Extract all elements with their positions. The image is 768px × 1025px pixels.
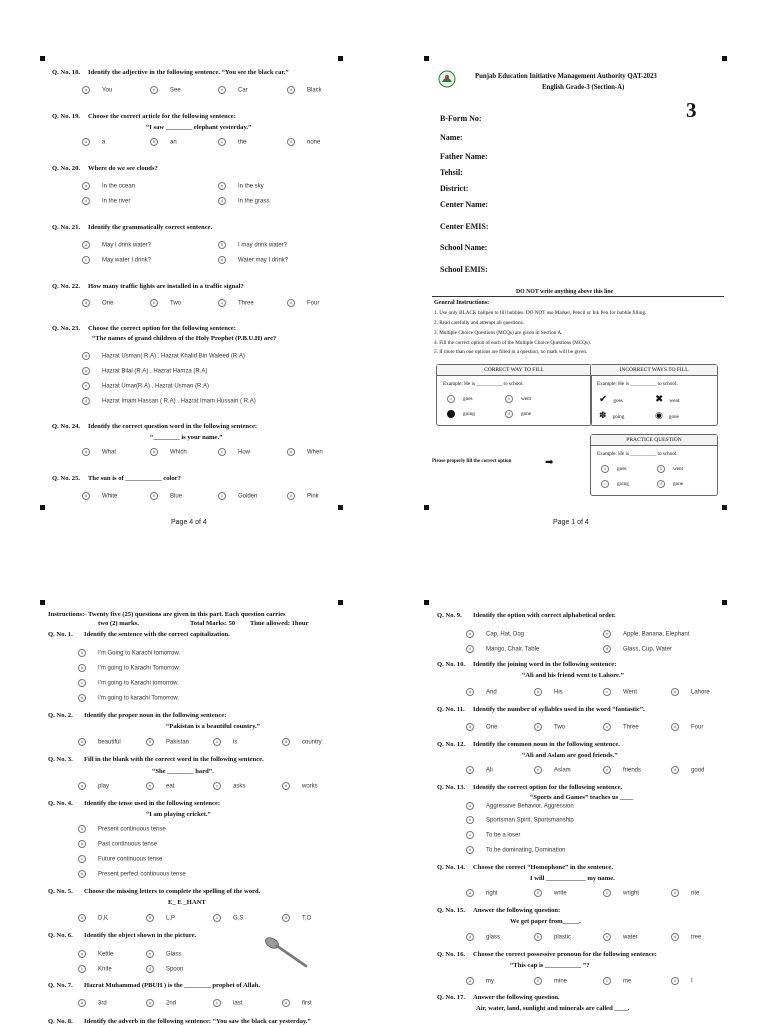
checkmark-icon: ✔ [599, 394, 608, 405]
instructions-line-1: Instructions:- Twenty five (25) questions are given in this part. Each question carries [48, 611, 286, 618]
option-going: going [447, 410, 475, 418]
father-name-label: Father Name: [440, 152, 488, 161]
option-going: ✽ going [599, 410, 625, 420]
option-b[interactable]: b an [150, 138, 177, 146]
option-went: b went [505, 395, 531, 403]
question-heading: Q. No. 16. Choose the correct possessive pronoun for the following sentence: [437, 951, 657, 958]
option-b[interactable]: b 2nd [146, 999, 176, 1007]
question-sentence: “This cap is ___________ ”? [510, 962, 590, 969]
option-c[interactable]: c water [603, 933, 638, 941]
question-heading: Q. No. 23. Choose the correct option for the following sentence: [52, 325, 236, 332]
option-a[interactable]: a You [82, 86, 112, 94]
option-a[interactable]: a glass [466, 933, 500, 941]
instructions-line-2: two (2) marks. [98, 620, 139, 627]
option-a[interactable]: a D,K [78, 914, 108, 922]
question-heading: Q. No. 8. Identify the adverb in the following sentence: “You saw the black car yesterday.” [48, 1018, 311, 1025]
option-b[interactable]: b Aslam [534, 766, 571, 774]
option-c[interactable]: c asks [213, 782, 245, 790]
corner-mark [722, 600, 727, 605]
option-b[interactable]: b In the sky [218, 182, 264, 190]
question-sentence: “Ali and Aslam are good friends.” [522, 752, 618, 759]
option-a[interactable]: a 3rd [78, 999, 107, 1007]
option-a[interactable]: a play [78, 782, 109, 790]
option-b[interactable]: b Two [150, 299, 181, 307]
option-a[interactable]: a Present continuous tense [78, 825, 166, 833]
corner-mark [40, 505, 45, 510]
question-heading: Q. No. 18. Identify the adjective in the following sentence. “You see the black car.” [52, 69, 289, 76]
warning-text: DO NOT write anything above this line [516, 289, 614, 295]
district-label: District: [440, 184, 469, 193]
center-name-label: Center Name: [440, 200, 489, 209]
question-heading: Q. No. 13. Identify the correct option for the following sentence. [437, 784, 623, 791]
option-d[interactable]: d Black [287, 86, 322, 94]
option-c[interactable]: c Hazrat Umar(R.A) , Hazrat Usman (R.A) [82, 382, 209, 390]
spoon-image-icon [264, 936, 310, 970]
corner-mark [40, 56, 45, 61]
option-c[interactable]: c the [218, 138, 246, 146]
option-d[interactable]: d Lahore [671, 688, 710, 696]
cross-icon: ✖ [655, 394, 664, 405]
question-heading: Q. No. 17. Answer the following question. [437, 994, 560, 1001]
question-heading: Q. No. 24. Identify the correct question word in the following sentence: [52, 423, 258, 430]
option-b[interactable]: b I may drink water? [218, 241, 287, 249]
option-b[interactable]: b His [534, 688, 563, 696]
option-d[interactable]: d In the grass [218, 197, 269, 205]
option-gone: ◉ gone [655, 410, 679, 420]
school-name-label: School Name: [440, 243, 488, 252]
question-sentence: “________ is your name.” [150, 434, 223, 441]
question-heading: Q. No. 10. Identify the joining word in the following sentence: [437, 661, 617, 668]
question-sentence: “Sports and Games” teaches us ____ [530, 794, 634, 801]
example-text: Example: He is __________ to school. [597, 451, 678, 457]
option-a[interactable]: a Kettle [78, 950, 113, 958]
corner-mark [722, 56, 727, 61]
option-b[interactable]: b Glass [146, 950, 181, 958]
option-d[interactable]: d Four [287, 299, 319, 307]
question-heading: Q. No. 1. Identify the sentence with the correct capitalization. [48, 631, 230, 638]
instruction-3: 3. Multiple Choice Questions (MCQs) are given in Section A. [434, 330, 563, 336]
option-c[interactable]: c In the river [82, 197, 130, 205]
question-heading: Q. No. 21. Identify the grammatically correct sentence. [52, 224, 213, 231]
question-sentence: “Pakistan is a beautiful country.” [166, 723, 260, 730]
question-heading: Q. No. 7. Hazrat Muhammad (PBUH ) is the ________ prophet of Allah. [48, 982, 261, 989]
option-gone: d gone [505, 410, 531, 418]
option-d[interactable]: d When [287, 448, 323, 456]
bform-label: B-Form No: [440, 114, 482, 123]
corner-mark [338, 600, 343, 605]
option-a[interactable]: a beautiful [78, 738, 121, 746]
option-b[interactable]: b write [534, 889, 567, 897]
option-a[interactable]: a White [82, 492, 117, 500]
school-emis-label: School EMIS: [440, 265, 488, 274]
example-text: Example: He is __________ to school. [597, 381, 678, 387]
practice-option-went[interactable]: b went [657, 465, 683, 473]
option-a[interactable]: a Cap, Hat, Dog [466, 630, 524, 638]
option-c[interactable]: c How [218, 448, 250, 456]
question-sentence: “She ________ hard”. [152, 768, 214, 775]
question-sentence: We get paper from_____. [510, 918, 581, 925]
option-c[interactable]: c Future continuous tense [78, 855, 162, 863]
corner-mark [338, 505, 343, 510]
option-a[interactable]: a I'm Going to Karachi tomorrow. [78, 649, 180, 657]
question-sentence: “I saw ________ elephant yesterday.” [146, 124, 252, 131]
practice-title: PRACTICE QUESTION [591, 435, 717, 446]
corner-mark [424, 600, 429, 605]
corner-mark [338, 56, 343, 61]
option-b[interactable]: b Hazrat Bilal (R.A) , Hazrat Hamza (R.A) [82, 367, 207, 375]
question-heading: Q. No. 3. Fill in the blank with the correct word in the following sentence. [48, 756, 264, 763]
instructions-title: General Instructions: [434, 300, 490, 306]
option-d[interactable]: d I [671, 977, 693, 985]
option-b[interactable]: b L,P [146, 914, 175, 922]
incorrect-way-box [590, 364, 718, 426]
instruction-1: 1. Use only BLACK ballpen to fill bubbles. DO NOT use Marker, Pencil or Ink Pen for bubble filling. [434, 310, 647, 316]
option-c[interactable]: c friends [603, 766, 641, 774]
option-goes: ✔ goes [599, 394, 623, 405]
option-d[interactable]: d Four [671, 723, 703, 731]
total-marks: Total Marks: 50 [190, 620, 236, 627]
pemamba-logo-icon [438, 70, 456, 88]
question-heading: Q. No. 12. Identify the common noun in the following sentence. [437, 741, 620, 748]
option-d[interactable]: d To be dominating, Domination [466, 846, 565, 854]
option-d[interactable]: d Spoon [146, 965, 183, 973]
option-c[interactable]: c Mango, Chair, Table [466, 645, 539, 653]
option-a[interactable]: a One [82, 299, 113, 307]
option-b[interactable]: b plastic [534, 933, 571, 941]
corner-mark [40, 600, 45, 605]
option-a[interactable]: a One [466, 723, 497, 731]
option-b[interactable]: b I'm going to Karachi Tomorrow. [78, 664, 180, 672]
option-d[interactable]: d rite [671, 889, 699, 897]
option-c[interactable]: c wright [603, 889, 639, 897]
question-sentence: “The names of grand children of the Holy Prophet (P.B.U.H) are? [92, 335, 277, 342]
option-d[interactable]: d tree [671, 933, 701, 941]
correct-way-title: CORRECT WAY TO FILL [437, 365, 591, 376]
option-a[interactable]: a May I drink water? [82, 241, 151, 249]
option-b[interactable]: b Apple, Banana, Elephant [603, 630, 689, 638]
option-c[interactable]: c May water I drink? [82, 256, 151, 264]
option-a[interactable]: a And [466, 688, 497, 696]
practice-option-going[interactable]: c going [601, 480, 629, 488]
option-a[interactable]: a Ali [466, 766, 493, 774]
option-b[interactable]: b Sportsman Spirit, Sportsmanship [466, 816, 574, 824]
question-heading: Q. No. 14. Choose the correct “Homophone” in the sentence. [437, 864, 613, 871]
option-c[interactable]: c me [603, 977, 631, 985]
option-d[interactable]: d country [282, 738, 322, 746]
practice-prompt: Please properly fill the correct option [432, 459, 512, 464]
authority-title: Punjab Education Initiative Management Authority QAT-2023 [475, 73, 657, 80]
option-d[interactable]: d good [671, 766, 704, 774]
option-a[interactable]: a Hazrat Usman( R.A) , Hazrat Khalid Bin Waleed (R.A) [82, 352, 245, 360]
arrow-right-icon: ➡ [545, 457, 554, 468]
corner-mark [722, 505, 727, 510]
instruction-2: 2. Read carefully and attempt all questions. [434, 320, 524, 326]
time-allowed: Time allowed: 1hour [250, 620, 309, 627]
option-c[interactable]: c is [213, 738, 237, 746]
instruction-4: 4. Fill the correct option of each of the Multiple Choice Questions (MCQs). [434, 340, 592, 346]
option-b[interactable]: b Two [534, 723, 565, 731]
scribble-icon: ✽ [599, 410, 607, 420]
question-heading: Q. No. 9. Identify the option with correct alphabetical order. [437, 612, 616, 619]
question-sentence: “Ali and his friend went to Lahore.” [522, 672, 624, 679]
question-heading: Q. No. 15. Answer the following question: [437, 907, 561, 914]
question-heading: Q. No. 20. Where do we see clouds? [52, 165, 158, 172]
option-a[interactable]: a right [466, 889, 498, 897]
option-c[interactable]: c Golden [218, 492, 257, 500]
option-a[interactable]: a What [82, 448, 116, 456]
option-c[interactable]: c Knife [78, 965, 112, 973]
option-d[interactable]: d I'm going to karachi Tomorrow. [78, 694, 179, 702]
option-d[interactable]: d Hazrat Imam Hassan ( R.A) , Hazrat Imam Hussain ( R.A) [82, 397, 256, 405]
option-b[interactable]: b Past continuous tense [78, 840, 157, 848]
option-d[interactable]: d Pink [287, 492, 319, 500]
practice-box [590, 434, 718, 496]
dot-icon: ◉ [655, 410, 663, 420]
corner-mark [424, 56, 429, 61]
center-emis-label: Center EMIS: [440, 222, 489, 231]
option-b[interactable]: b mine [534, 977, 567, 985]
option-d[interactable]: d Glass, Cup, Water [603, 645, 672, 653]
option-b[interactable]: b Which [150, 448, 187, 456]
option-c[interactable]: c I'm going to Karachi tomorrow. [78, 679, 179, 687]
question-sentence: E_ E _HANT [168, 899, 206, 906]
question-sentence: Air, water, land, sunlight and minerals are called ____. [476, 1005, 630, 1012]
page-footer: Page 1 of 4 [553, 519, 589, 526]
option-c[interactable]: c G,S [213, 914, 243, 922]
option-b[interactable]: b Blue [150, 492, 182, 500]
option-b[interactable]: b See [150, 86, 181, 94]
option-a[interactable]: a a [82, 138, 105, 146]
question-heading: Q. No. 19. Choose the correct article for the following sentence: [52, 113, 236, 120]
instruction-5: 5. If more than one options are filled in a question, no mark will be given. [434, 349, 588, 355]
option-goes: a goes [447, 395, 473, 403]
option-d[interactable]: d none [287, 138, 320, 146]
option-a[interactable]: a my [466, 977, 494, 985]
corner-mark [424, 505, 429, 510]
option-c[interactable]: c Car [218, 86, 248, 94]
option-a[interactable]: a Aggressive Behavior, Aggression [466, 802, 574, 810]
page-footer: Page 4 of 4 [171, 519, 207, 526]
option-b[interactable]: b Pakistan [146, 738, 189, 746]
question-sentence: “I am playing cricket.” [146, 811, 211, 818]
question-sentence: I will ____________ my name. [530, 875, 615, 882]
question-heading: Q. No. 6. Identify the object shown in the picture. [48, 932, 197, 939]
option-d[interactable]: d Present perfect continuous tense [78, 870, 186, 878]
option-c[interactable]: c Three [218, 299, 254, 307]
option-d[interactable]: d Water may I drink? [218, 256, 288, 264]
option-d[interactable]: d first [282, 999, 312, 1007]
example-text: Example: He is __________ to school. [443, 381, 524, 387]
option-c[interactable]: c To be a loser [466, 831, 520, 839]
paper-number: 3 [686, 98, 697, 122]
practice-option-goes[interactable]: a goes [601, 465, 627, 473]
option-d[interactable]: d T,O [282, 914, 311, 922]
question-heading: Q. No. 25. The sun is of ___________ color? [52, 475, 181, 482]
question-heading: Q. No. 5. Choose the missing letters to complete the spelling of the word. [48, 888, 261, 895]
question-heading: Q. No. 22. How many traffic lights are installed in a traffic signal? [52, 283, 244, 290]
option-c[interactable]: c Went [603, 688, 637, 696]
tehsil-label: Tehsil: [440, 168, 463, 177]
question-heading: Q. No. 11. Identify the number of syllables used in the word “fantastic”. [437, 706, 645, 713]
option-went: ✖ went [655, 394, 680, 405]
option-d[interactable]: d works [282, 782, 318, 790]
correct-way-box [436, 364, 592, 426]
page-4-panel [0, 0, 384, 512]
option-b[interactable]: b eat [146, 782, 174, 790]
incorrect-way-title: INCORRECT WAYS TO FILL [591, 365, 717, 376]
divider-line [432, 296, 724, 297]
question-heading: Q. No. 2. Identify the proper noun in the following sentence: [48, 712, 227, 719]
option-c[interactable]: c Three [603, 723, 639, 731]
subject-title: English Grade-3 (Section-A) [542, 84, 625, 91]
option-c[interactable]: c last [213, 999, 242, 1007]
practice-option-gone[interactable]: d gone [657, 480, 683, 488]
option-a[interactable]: a In the ocean [82, 182, 135, 190]
name-label: Name: [440, 133, 463, 142]
question-heading: Q. No. 4. Identify the tense used in the following sentence: [48, 800, 221, 807]
